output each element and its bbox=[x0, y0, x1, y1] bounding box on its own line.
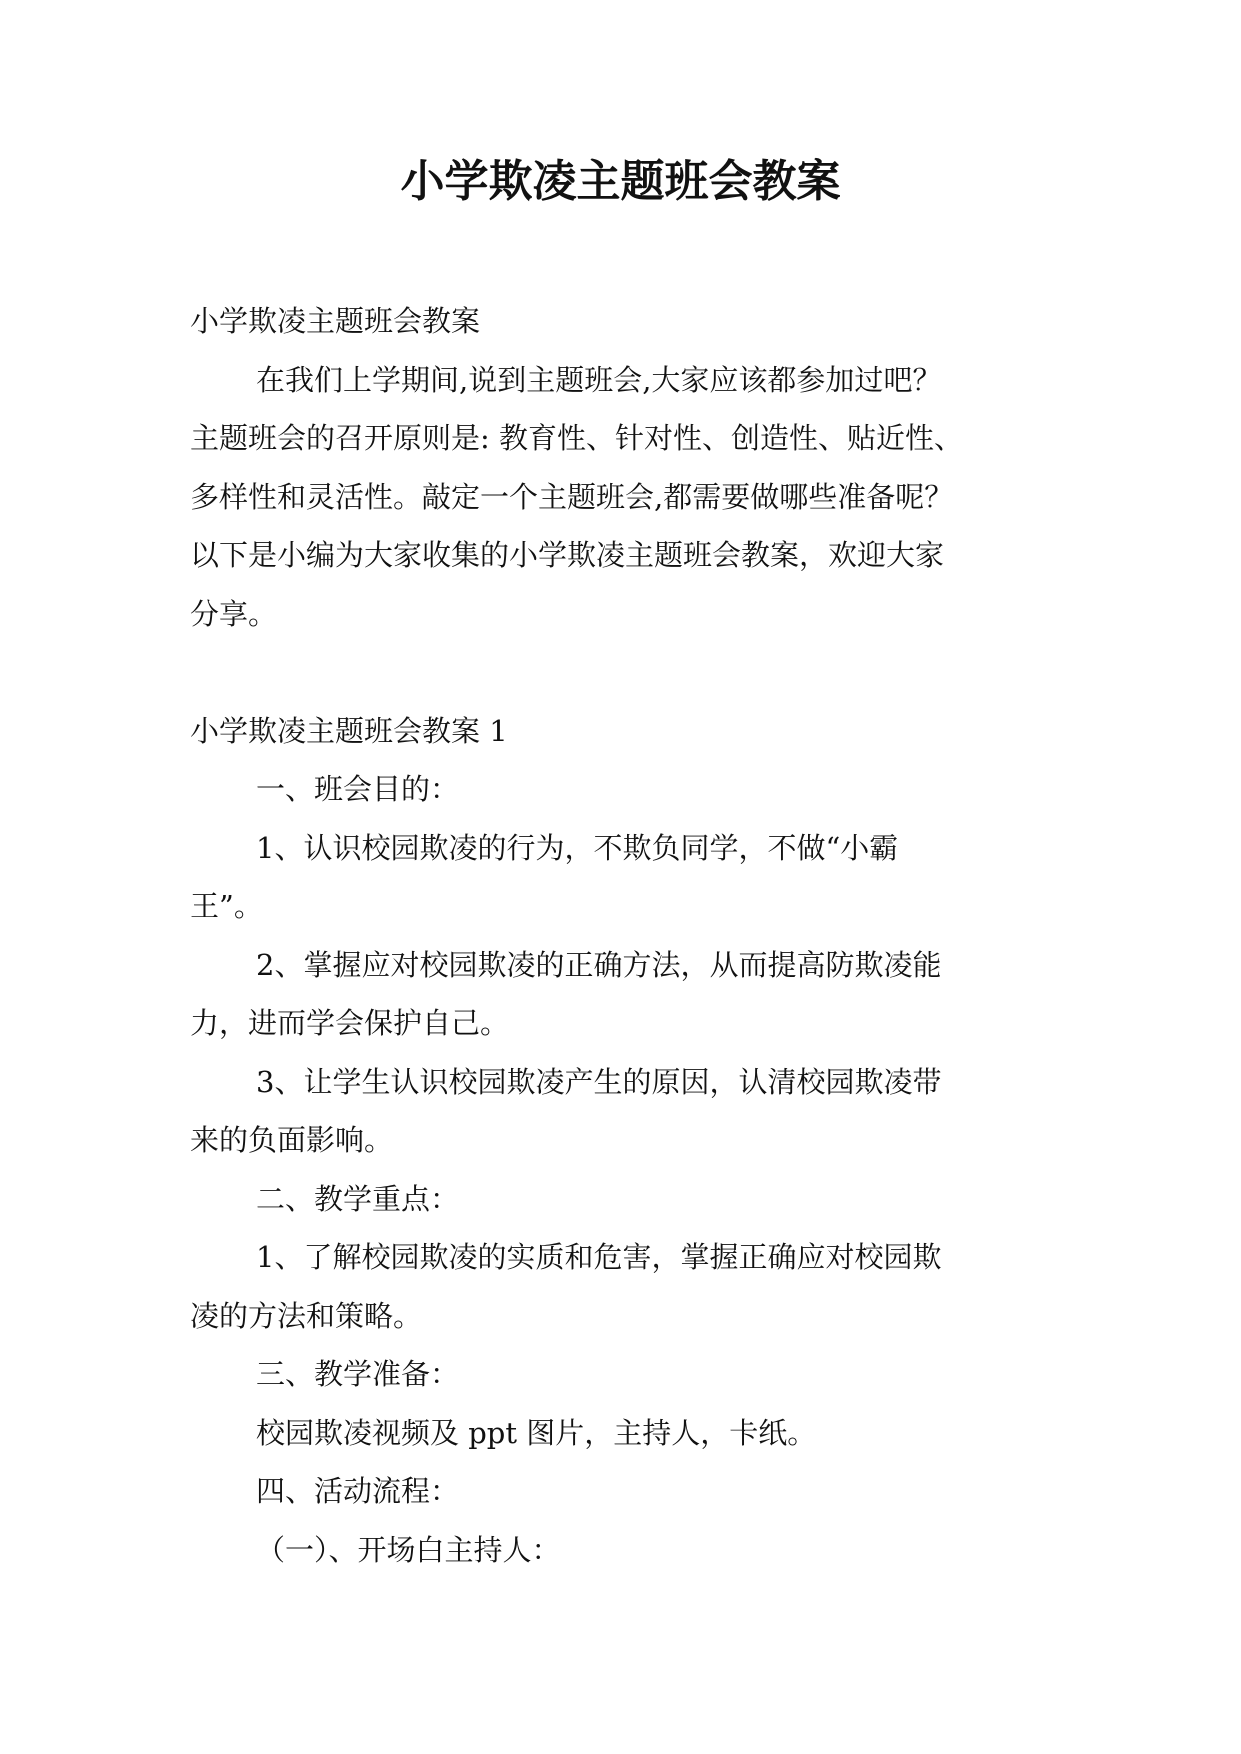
focus-item: 1、了解校园欺凌的实质和危害，掌握正确应对校园欺 bbox=[256, 1240, 942, 1274]
subtitle-line: 小学欺凌主题班会教案 bbox=[190, 304, 481, 338]
objective-item-continuation: 来的负面影响。 bbox=[190, 1123, 394, 1157]
paragraph-gap bbox=[190, 643, 1052, 702]
intro-line: 以下是小编为大家收集的小学欺凌主题班会教案，欢迎大家 bbox=[190, 538, 945, 572]
objective-item: 1、认识校园欺凌的行为，不欺负同学，不做“小霸 bbox=[256, 830, 899, 865]
focus-item-continuation: 凌的方法和策略。 bbox=[190, 1298, 423, 1333]
intro-line: 主题班会的召开原则是: 教育性、针对性、创造性、贴近性、 bbox=[190, 421, 963, 455]
section-heading: 一、班会目的： bbox=[256, 772, 460, 806]
objective-item: 2、掌握应对校园欺凌的正确方法，从而提高防欺凌能 bbox=[256, 947, 942, 982]
intro-line: 多样性和灵活性。敲定一个主题班会,都需要做哪些准备呢？ bbox=[190, 479, 954, 514]
objective-item-continuation: 力，进而学会保护自己。 bbox=[190, 1006, 510, 1040]
intro-line: 分享。 bbox=[190, 596, 278, 631]
section-title: 小学欺凌主题班会教案 1 bbox=[190, 713, 508, 748]
preparation-text: 校园欺凌视频及 ppt 图片，主持人，卡纸。 bbox=[256, 1415, 817, 1450]
intro-line: 在我们上学期间,说到主题班会,大家应该都参加过吧？ bbox=[256, 362, 942, 397]
objective-item: 3、让学生认识校园欺凌产生的原因，认清校园欺凌带 bbox=[256, 1064, 942, 1099]
document-title: 小学欺凌主题班会教案 bbox=[400, 156, 841, 207]
objective-item-continuation: 王”。 bbox=[190, 889, 263, 923]
section-heading: 二、教学重点： bbox=[256, 1181, 460, 1216]
document-body bbox=[190, 292, 1052, 1579]
section-heading: 三、教学准备： bbox=[256, 1357, 460, 1391]
activity-subheading: （一）、开场白主持人： bbox=[256, 1532, 561, 1567]
section-heading: 四、活动流程： bbox=[256, 1474, 460, 1508]
